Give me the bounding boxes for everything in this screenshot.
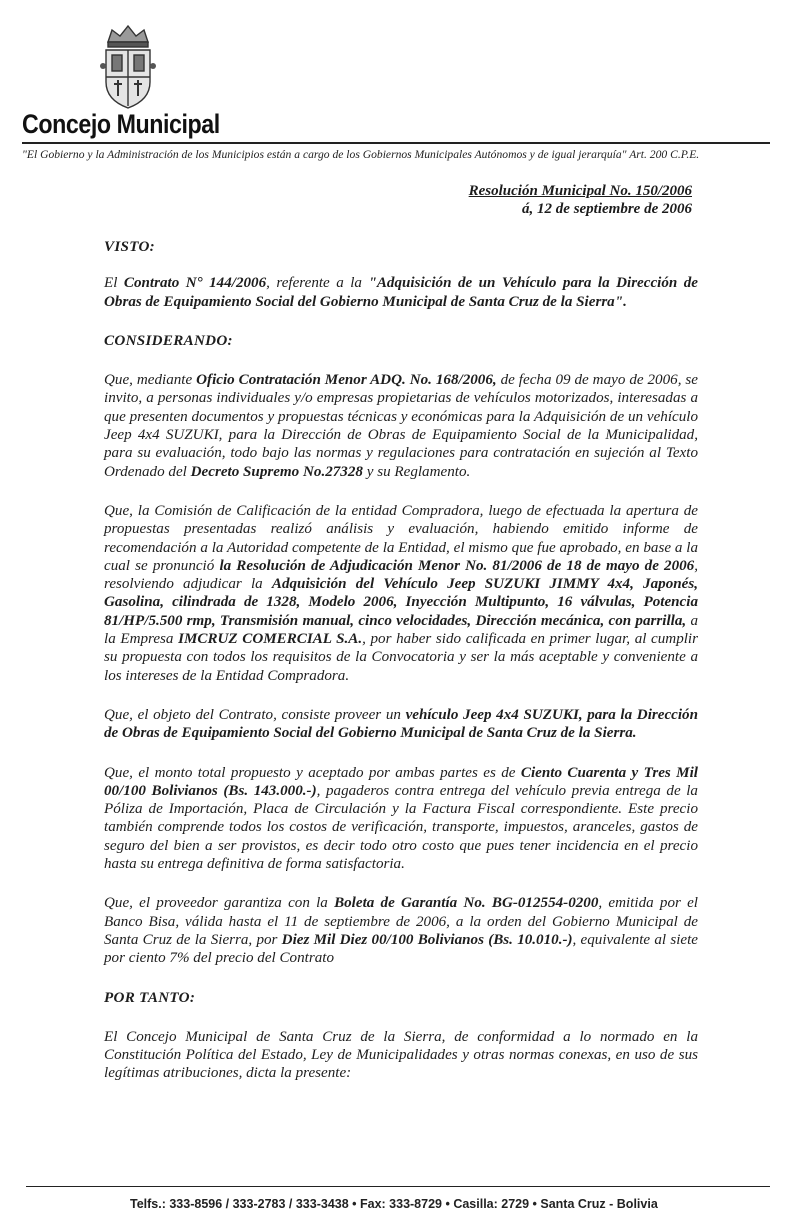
visto-heading: VISTO: bbox=[104, 239, 156, 255]
por-tanto-heading: POR TANTO: bbox=[104, 989, 196, 1006]
resolution-date: á, 12 de septiembre de 2006 bbox=[522, 201, 692, 217]
header-rule bbox=[22, 142, 770, 144]
header-motto: "El Gobierno y la Administración de los Municipios están a cargo de los Gobiernos Municipales Autónomos y de igual jerarquía" Art. 200 C.P.E. bbox=[22, 148, 700, 161]
considerando-paragraph-5: Que, el proveedor garantiza con la Boleta de Garantía No. BG-012554-0200, emitida por el Banco Bisa, válida hasta el 11 de septiembre de 2006, a la orden del Gobierno Municipal de Santa Cruz de la Sierra, por Diez Mil Diez 00/100 Bolivianos (Bs. 10.010.-), equivalente al siete por ciento 7% del precio del Contrato bbox=[104, 895, 698, 967]
footer-rule bbox=[26, 1186, 770, 1187]
por-tanto-paragraph: El Concejo Municipal de Santa Cruz de la Sierra, de conformidad a lo normado en la Constitución Política del Estado, Ley de Municipalidades y otras normas conexas, en uso de sus legítimas atribuciones, dicta la presente: bbox=[104, 1028, 698, 1082]
considerando-paragraph-2: Que, la Comisión de Calificación de la entidad Compradora, luego de efectuada la apertura de propuestas presentadas realizó análisis y evaluación, habiendo emitido informe de recomendación a la Autoridad competente de la Entidad, el mismo que fue aprobado, en base a la cual se pronunció la Resolución de Adjudicación Menor No. 81/2006 de 18 de mayo de 2006, resolviendo adjudicar la Adquisición del Vehículo Jeep SUZUKI JIMMY 4x4, Japonés, Gasolina, cilindrada de 1328, Modelo 2006, Inyección Multipunto, 16 válvulas, Potencia 81/HP/5.500 rmp, Transmisión manual, cinco velocidades, Dirección mecánica, con parrilla, a la Empresa IMCRUZ COMERCIAL S.A., por haber sido calificada en primer lugar, al cumplir su propuesta con todos los requisitos de la Convocatoria y ser la más aceptable y conveniente a los intereses de la Entidad Compradora. bbox=[104, 502, 699, 684]
document-body bbox=[104, 238, 698, 1083]
brand-title: Concejo Municipal bbox=[22, 109, 220, 139]
resolution-block bbox=[469, 182, 692, 218]
considerando-paragraph-3: Que, el objeto del Contrato, consiste proveer un vehículo Jeep 4x4 SUZUKI, para la Dirección de Obras de Equipamiento Social del Gobierno Municipal de Santa Cruz de la Sierra. bbox=[104, 706, 698, 742]
considerando-heading: CONSIDERANDO: bbox=[104, 332, 233, 349]
footer-contact: Telfs.: 333-8596 / 333-2783 / 333-3438 • Fax: 333-8729 • Casilla: 2729 • Santa Cruz - Bolivia bbox=[130, 1197, 658, 1211]
considerando-paragraph-1: Que, mediante Oficio Contratación Menor ADQ. No. 168/2006, de fecha 09 de mayo de 2006, se invito, a personas individuales y/o empresas propietarias de vehículos motorizados, interesadas a que presenten documentos y propuestas técnicas y económicas para la Adquisición de un vehículo Jeep 4x4 SUZUKI, para la Dirección de Obras de Equipamiento Social de la Municipalidad, para su evaluación, todo bajo las normas y regulaciones para contratación en sujeción al Texto Ordenado del Decreto Supremo No.27328 y su Reglamento. bbox=[104, 372, 698, 480]
visto-paragraph: El Contrato N° 144/2006, referente a la "Adquisición de un Vehículo para la Dirección de Obras de Equipamiento Social del Gobierno Municipal de Santa Cruz de la Sierra". bbox=[104, 275, 699, 310]
considerando-paragraph-4: Que, el monto total propuesto y aceptado por ambas partes es de Ciento Cuarenta y Tres Mil 00/100 Bolivianos (Bs. 143.000.-), pagaderos contra entrega del vehículo previa entrega de la Póliza de Importación, Placa de Circulación y la Factura Fiscal correspondiente. Este precio también comprende todos los costos de verificación, transporte, impuestos, aranceles, gastos de seguro del bien a ser provistos, es decir todo otro costo que pues tener incidencia en el precio hasta su entrega definitiva de forma satisfactoria. bbox=[104, 764, 698, 873]
coat-of-arms-icon bbox=[98, 22, 158, 110]
resolution-number: Resolución Municipal No. 150/2006 bbox=[468, 183, 692, 199]
